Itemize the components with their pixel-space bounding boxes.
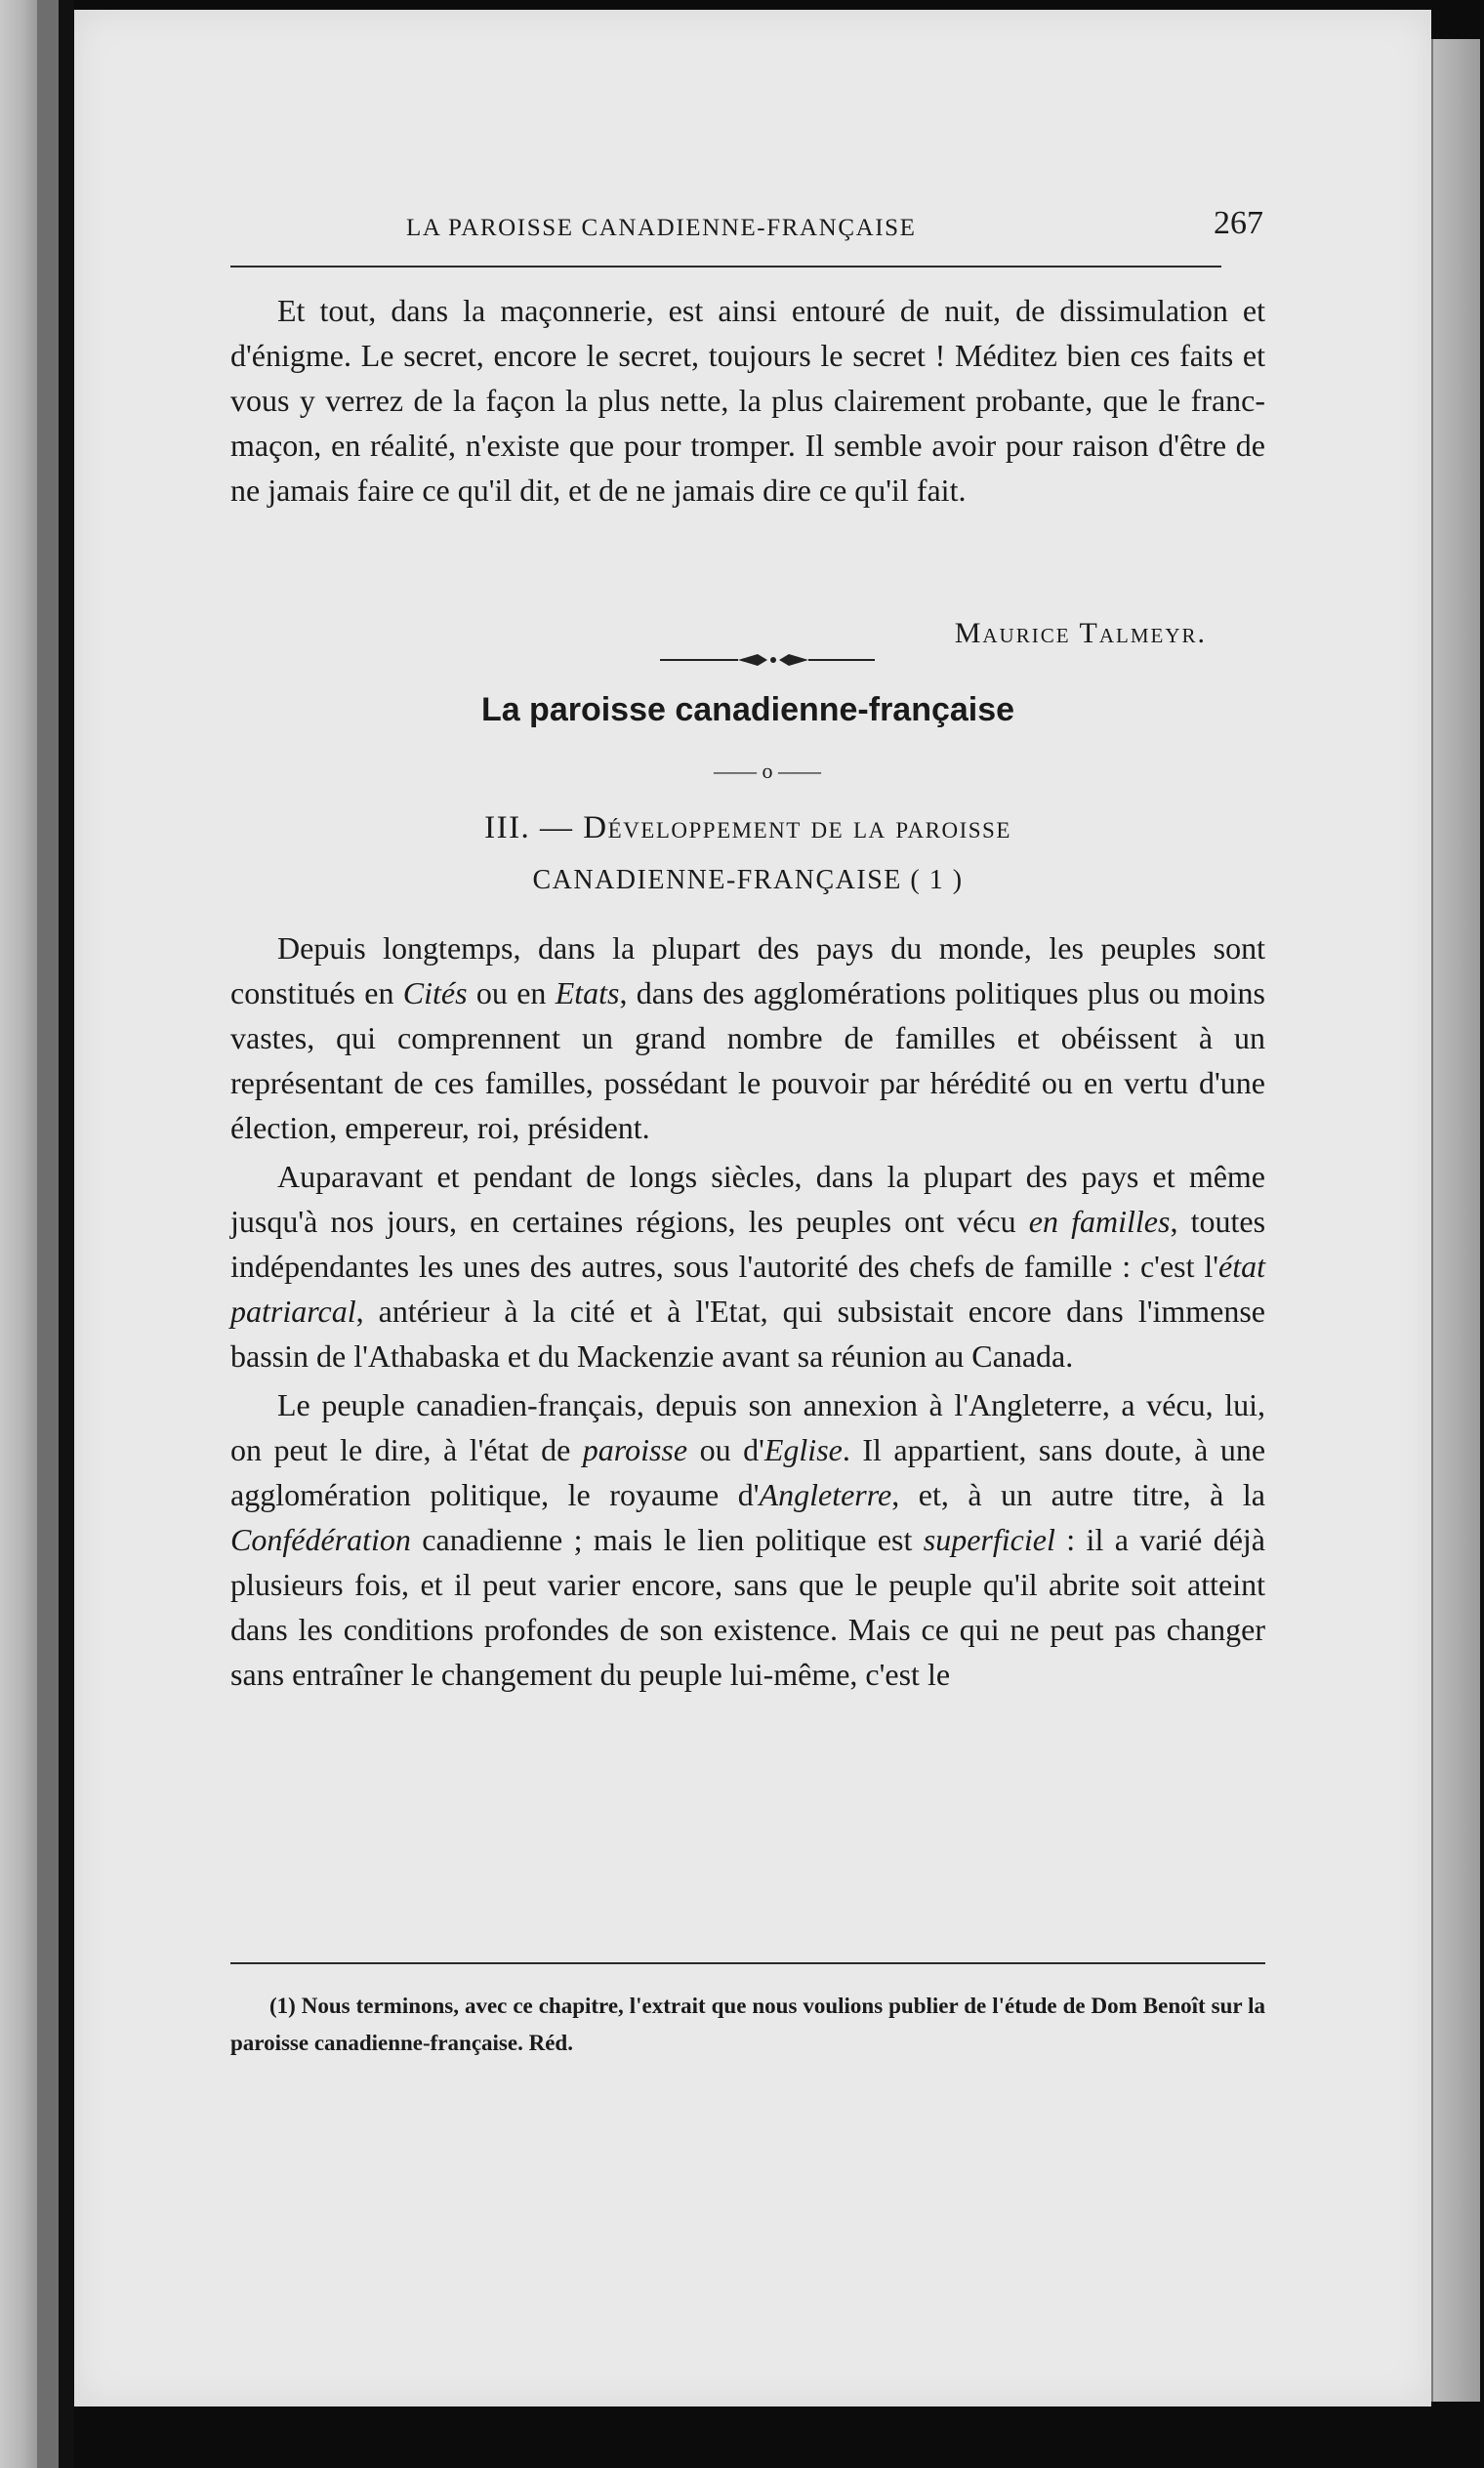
italic-run: Confédération (230, 1522, 411, 1557)
previous-page-edge (0, 0, 37, 2468)
text-run: Depuis longtemps, dans la plupart des pays du monde, les peuples sont constitués en (230, 930, 1265, 1010)
header-rule (230, 266, 1221, 267)
footnote-rule (230, 1962, 1265, 1964)
text-run: , antérieur à la cité et à l'Etat, qui subsistait encore dans l'immense bassin de l'Athabaska et du Mackenzie avant sa réunion au Canada. (230, 1294, 1265, 1374)
italic-run: en familles (1028, 1204, 1171, 1239)
text-run: ou d' (687, 1432, 764, 1467)
paragraph (230, 1382, 1265, 1697)
footnote: (1) Nous terminons, avec ce chapitre, l'extrait que nous voulions publier de l'étude de Dom Benoît sur la paroisse canadienne-française. Réd. (230, 1994, 1265, 2055)
author-signature: Maurice Talmeyr. (954, 617, 1207, 649)
ornament-divider (660, 648, 875, 672)
text-run: ou en (467, 975, 556, 1010)
italic-run: Cités (402, 975, 468, 1010)
running-head (230, 205, 1265, 254)
article-title: La paroisse canadienne-française (480, 691, 1015, 728)
italic-run: état patriarcal (230, 1249, 1265, 1329)
section-heading: III. — Développement de la paroisse (484, 810, 1011, 845)
paragraph (230, 926, 1265, 1150)
italic-run: Eglise (763, 1432, 843, 1467)
page-stack-edge (1431, 39, 1480, 2402)
text-run: , et, à un autre titre, à la (891, 1477, 1266, 1512)
text-run: Le peuple canadien-français, depuis son annexion à l'Angleterre, a vécu, lui, on peut le dire, à l'état de (230, 1387, 1265, 1467)
text-run: Auparavant et pendant de longs siècles, dans la plupart des pays et même jusqu'à nos jours, en certaines régions, les peuples ont vécu (230, 1159, 1265, 1239)
book-page (74, 10, 1431, 2406)
italic-run: Etats (555, 975, 620, 1010)
title-separator: —— o —— (714, 759, 821, 783)
book-spine-edge (0, 0, 59, 2468)
text-run: , dans des agglomérations politiques plus ou moins vastes, qui comprennent un grand nombre de familles et obéissent à un représentant de ces familles, possédant le pouvoir par hérédité ou en vertu d'une élection, empereur, roi, président. (230, 975, 1266, 1145)
spine-shadow (59, 0, 74, 2468)
italic-run: Angleterre (759, 1477, 892, 1512)
article-body (230, 926, 1265, 1697)
text-run: . Il appartient, sans doute, à une agglomération politique, le royaume d' (230, 1432, 1266, 1512)
italic-run: paroisse (582, 1432, 688, 1467)
section-heading-continued: CANADIENNE-FRANÇAISE ( 1 ) (532, 865, 964, 895)
text-run: canadienne ; mais le lien politique est (410, 1522, 924, 1557)
running-title: LA PAROISSE CANADIENNE-FRANÇAISE (406, 215, 917, 241)
text-run: : il a varié déjà plusieurs fois, et il peut varier encore, sans que le peuple qu'il abrite soit atteint dans les conditions profondes de son existence. Mais ce qui ne peut pas changer sans entraîner le changement du peuple lui-même, c'est le (230, 1522, 1266, 1692)
paragraph: Et tout, dans la maçonnerie, est ainsi entouré de nuit, de dissimulation et d'énigme. Le secret, encore le secret, toujours le secret ! Méditez bien ces faits et vous y verrez de la façon la plus nette, la plus clairement probante, que le franc-maçon, en réalité, n'existe que pour tromper. Il semble avoir pour raison d'être de ne jamais faire ce qu'il dit, et de ne jamais dire ce qu'il fait. (230, 293, 1265, 508)
paragraph (230, 1154, 1265, 1378)
italic-run: superficiel (923, 1522, 1055, 1557)
previous-article-body (230, 288, 1265, 513)
page-number: 267 (1214, 205, 1263, 241)
text-run: , toutes indépendantes les unes des autres, sous l'autorité des chefs de famille : c'est l' (230, 1204, 1266, 1284)
